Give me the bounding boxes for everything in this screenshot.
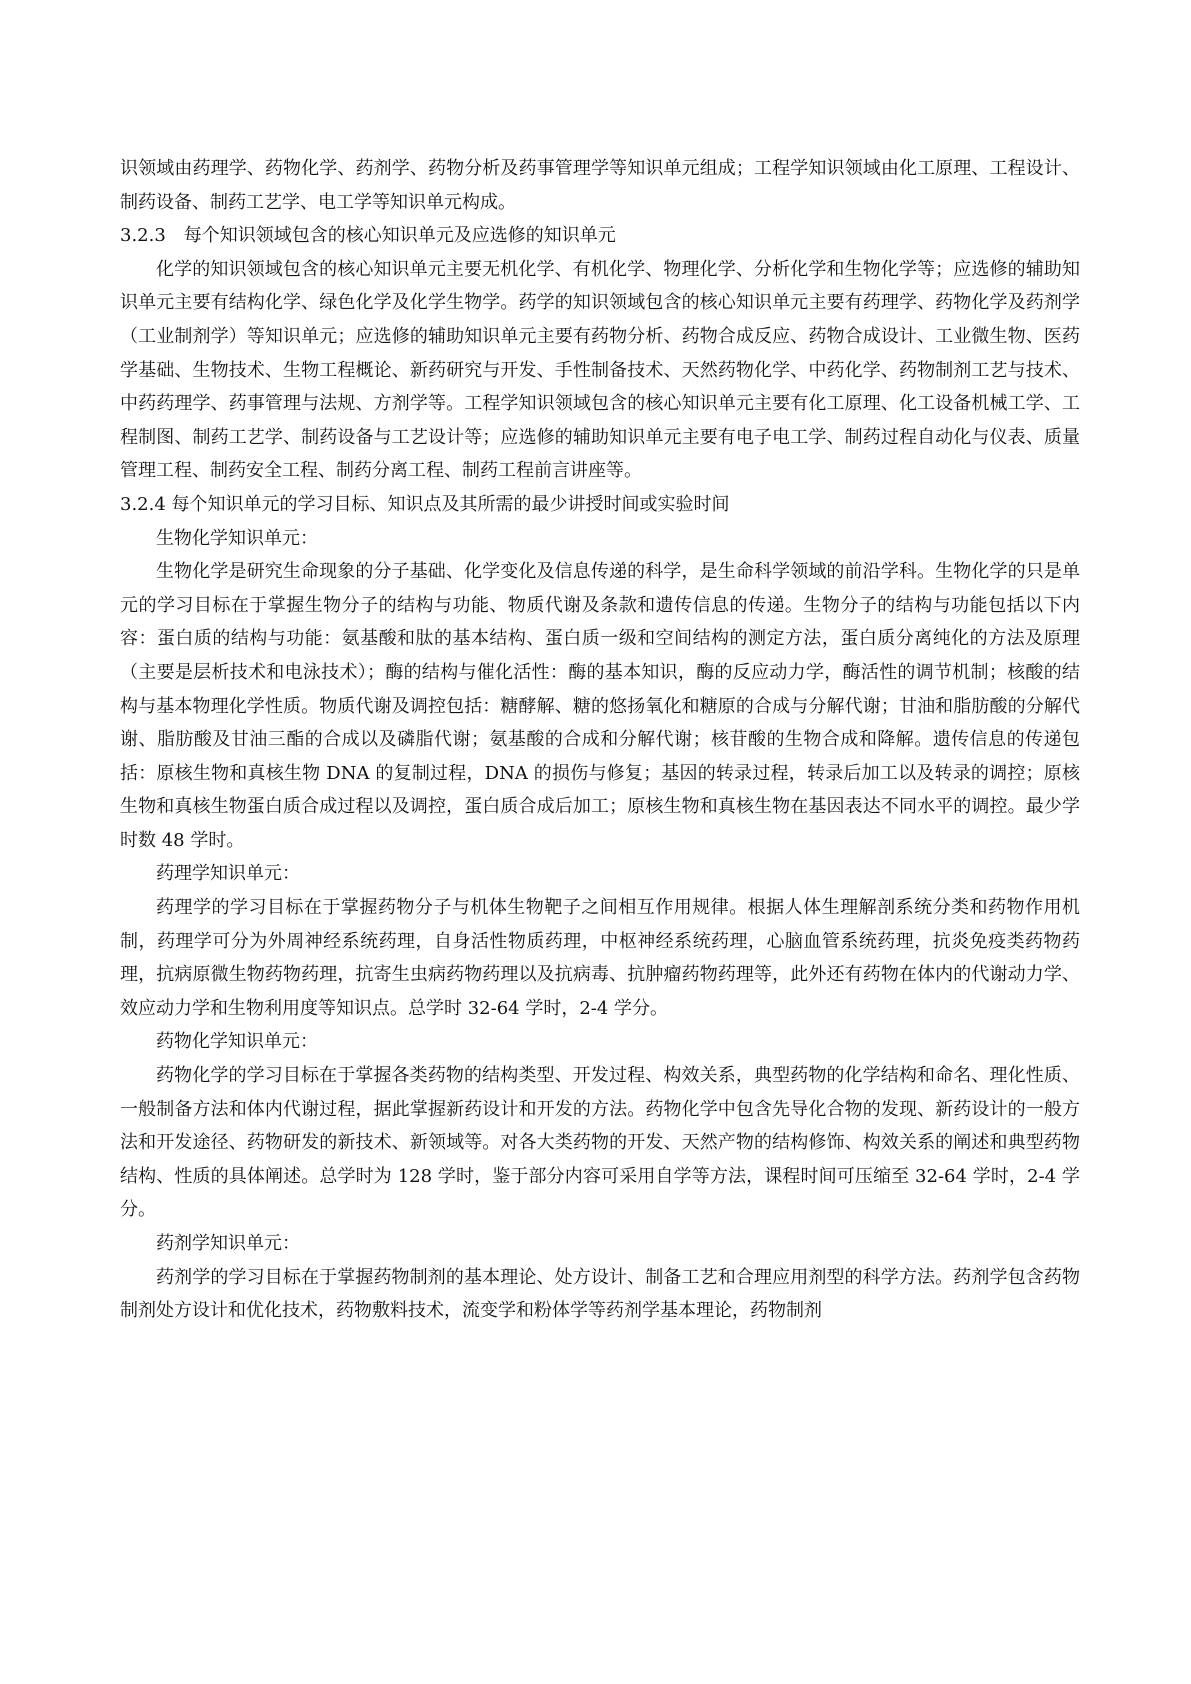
subheading-pharmacology: 药理学知识单元： [156,863,300,885]
section-heading-3-2-4: 3.2.4 每个知识单元的学习目标、知识点及其所需的最少讲授时间或实验时间 [120,493,730,515]
paragraph-medicinal-chemistry: 药物化学的学习目标在于掌握各类药物的结构类型、开发过程、构效关系，典型药物的化学结构和命名、理化性质、一般制备方法和体内代谢过程，据此掌握新药设计和开发的方法。药物化学中包含先导化合物的发现、新药设计的一般方法和开发途径、药物研发的新技术、新领域等。对各大类药物的开发、天然产物的结构修饰、构效关系的阐述和典型药物结构、性质的具体阐述。总学时为 128 学时，鉴于部分内容可采用自学等方法，课程时间可压缩至 32-64 学时，2-4 学分。 [120,1065,1080,1221]
paragraph-pharmacology: 药理学的学习目标在于掌握药物分子与机体生物靶子之间相互作用规律。根据人体生理解剖系统分类和药物作用机制，药理学可分为外周神经系统药理，自身活性物质药理，中枢神经系统药理，心脑血管系统药理，抗炎免疫类药物药理，抗病原微生物药物药理，抗寄生虫病药物药理以及抗病毒、抗肿瘤药物药理等，此外还有药物在体内的代谢动力学、效应动力学和生物利用度等知识点。总学时 32-64 学时，2-4 学分。 [120,897,1080,1019]
section-heading-3-2-3: 3.2.3 每个知识领域包含的核心知识单元及应选修的知识单元 [120,225,616,247]
paragraph-biochemistry: 生物化学是研究生命现象的分子基础、化学变化及信息传递的科学，是生命科学领域的前沿学科。生物化学的只是单元的学习目标在于掌握生物分子的结构与功能、物质代谢及条款和遗传信息的传递。生物分子的结构与功能包括以下内容：蛋白质的结构与功能：氨基酸和肽的基本结构、蛋白质一级和空间结构的测定方法，蛋白质分离纯化的方法及原理（主要是层析技术和电泳技术）；酶的结构与催化活性：酶的基本知识，酶的反应动力学，酶活性的调节机制；核酸的结构与基本物理化学性质。物质代谢及调控包括：糖酵解、糖的悠扬氧化和糖原的合成与分解代谢；甘油和脂肪酸的分解代谢、脂肪酸及甘油三酯的合成以及磷脂代谢；氨基酸的合成和分解代谢；核苷酸的生物合成和降解。遗传信息的传递包括：原核生物和真核生物 DNA 的复制过程，DNA 的损伤与修复；基因的转录过程，转录后加工以及转录的调控；原核生物和真核生物蛋白质合成过程以及调控，蛋白质合成后加工；原核生物和真核生物在基因表达不同水平的调控。最少学时数 48 学时。 [120,561,1080,851]
paragraph-continuation: 识领域由药理学、药物化学、药剂学、药物分析及药事管理学等知识单元组成；工程学知识领域由化工原理、工程设计、制药设备、制药工艺学、电工学等知识单元构成。 [120,158,1080,213]
document-page [120,152,1080,1328]
subheading-biochemistry: 生物化学知识单元： [156,527,318,549]
paragraph-core-units: 化学的知识领域包含的核心知识单元主要无机化学、有机化学、物理化学、分析化学和生物化学等；应选修的辅助知识单元主要有结构化学、绿色化学及化学生物学。药学的知识领域包含的核心知识单元主要有药理学、药物化学及药剂学（工业制剂学）等知识单元；应选修的辅助知识单元主要有药物分析、药物合成反应、药物合成设计、工业微生物、医药学基础、生物技术、生物工程概论、新药研究与开发、手性制备技术、天然药物化学、中药化学、药物制剂工艺与技术、中药药理学、药事管理与法规、方剂学等。工程学知识领域包含的核心知识单元主要有化工原理、化工设备机械工学、工程制图、制药工艺学、制药设备与工艺设计等；应选修的辅助知识单元主要有电子电工学、制药过程自动化与仪表、质量管理工程、制药安全工程、制药分离工程、制药工程前言讲座等。 [120,258,1080,482]
subheading-medicinal-chemistry: 药物化学知识单元： [156,1031,318,1053]
paragraph-pharmaceutics: 药剂学的学习目标在于掌握药物制剂的基本理论、处方设计、制备工艺和合理应用剂型的科学方法。药剂学包含药物制剂处方设计和优化技术，药物敷料技术，流变学和粉体学等药剂学基本理论，药物制剂 [120,1266,1080,1322]
subheading-pharmaceutics: 药剂学知识单元： [156,1233,300,1254]
